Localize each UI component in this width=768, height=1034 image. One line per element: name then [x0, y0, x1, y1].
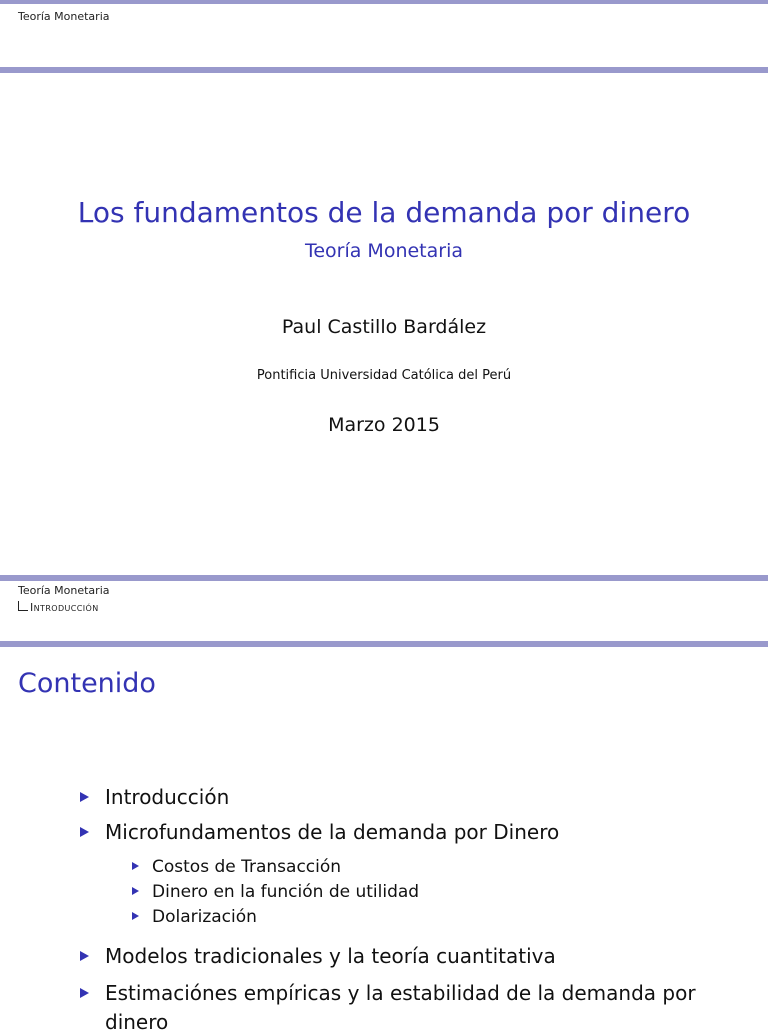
presentation-date: Marzo 2015: [328, 414, 440, 436]
sub-item-2: [132, 882, 419, 902]
list-item-2: [80, 820, 559, 844]
slide2-top-bar: [0, 575, 768, 581]
triangle-bullet-icon: [80, 951, 89, 961]
slide2-section-breadcrumb: [18, 601, 99, 614]
sub-item-1-label: Costos de Transacción: [152, 857, 342, 877]
triangle-bullet-icon: [132, 887, 139, 895]
list-item-4: [80, 981, 696, 1005]
sub-item-1: [132, 857, 341, 877]
slide1-top-bar: [0, 0, 768, 4]
list-item-1-label: Introducción: [105, 785, 230, 809]
triangle-bullet-icon: [80, 988, 89, 998]
presentation-title: Los fundamentos de la demanda por dinero: [77, 196, 691, 229]
triangle-bullet-icon: [132, 912, 139, 920]
slide1-header-rule: [0, 67, 768, 73]
slide2-header-title: Teoría Monetaria: [18, 584, 110, 597]
list-item-1: [80, 785, 229, 809]
section-label: Introducción: [30, 601, 99, 614]
list-item-3: [80, 944, 556, 968]
sub-item-2-label: Dinero en la función de utilidad: [152, 882, 420, 902]
list-item-4-label: Estimaciónes empíricas y la estabilidad de la demanda por: [105, 981, 696, 1005]
slide1-header-title: Teoría Monetaria: [18, 10, 110, 23]
list-item-4-continuation: dinero: [105, 1010, 169, 1034]
slide2-header-rule: [0, 641, 768, 647]
author-name: Paul Castillo Bardález: [281, 316, 487, 338]
sub-item-3: [132, 907, 257, 927]
sub-item-3-label: Dolarización: [152, 907, 257, 927]
presentation-subtitle: Teoría Monetaria: [304, 240, 464, 262]
list-item-2-label: Microfundamentos de la demanda por Dinero: [105, 820, 560, 844]
list-item-3-label: Modelos tradicionales y la teoría cuantitativa: [105, 944, 556, 968]
triangle-bullet-icon: [132, 862, 139, 870]
triangle-bullet-icon: [80, 792, 89, 802]
frame-title: Contenido: [18, 668, 156, 699]
institution-name: Pontificia Universidad Católica del Perú: [256, 368, 512, 383]
corner-connector-icon: [18, 601, 28, 611]
triangle-bullet-icon: [80, 827, 89, 837]
